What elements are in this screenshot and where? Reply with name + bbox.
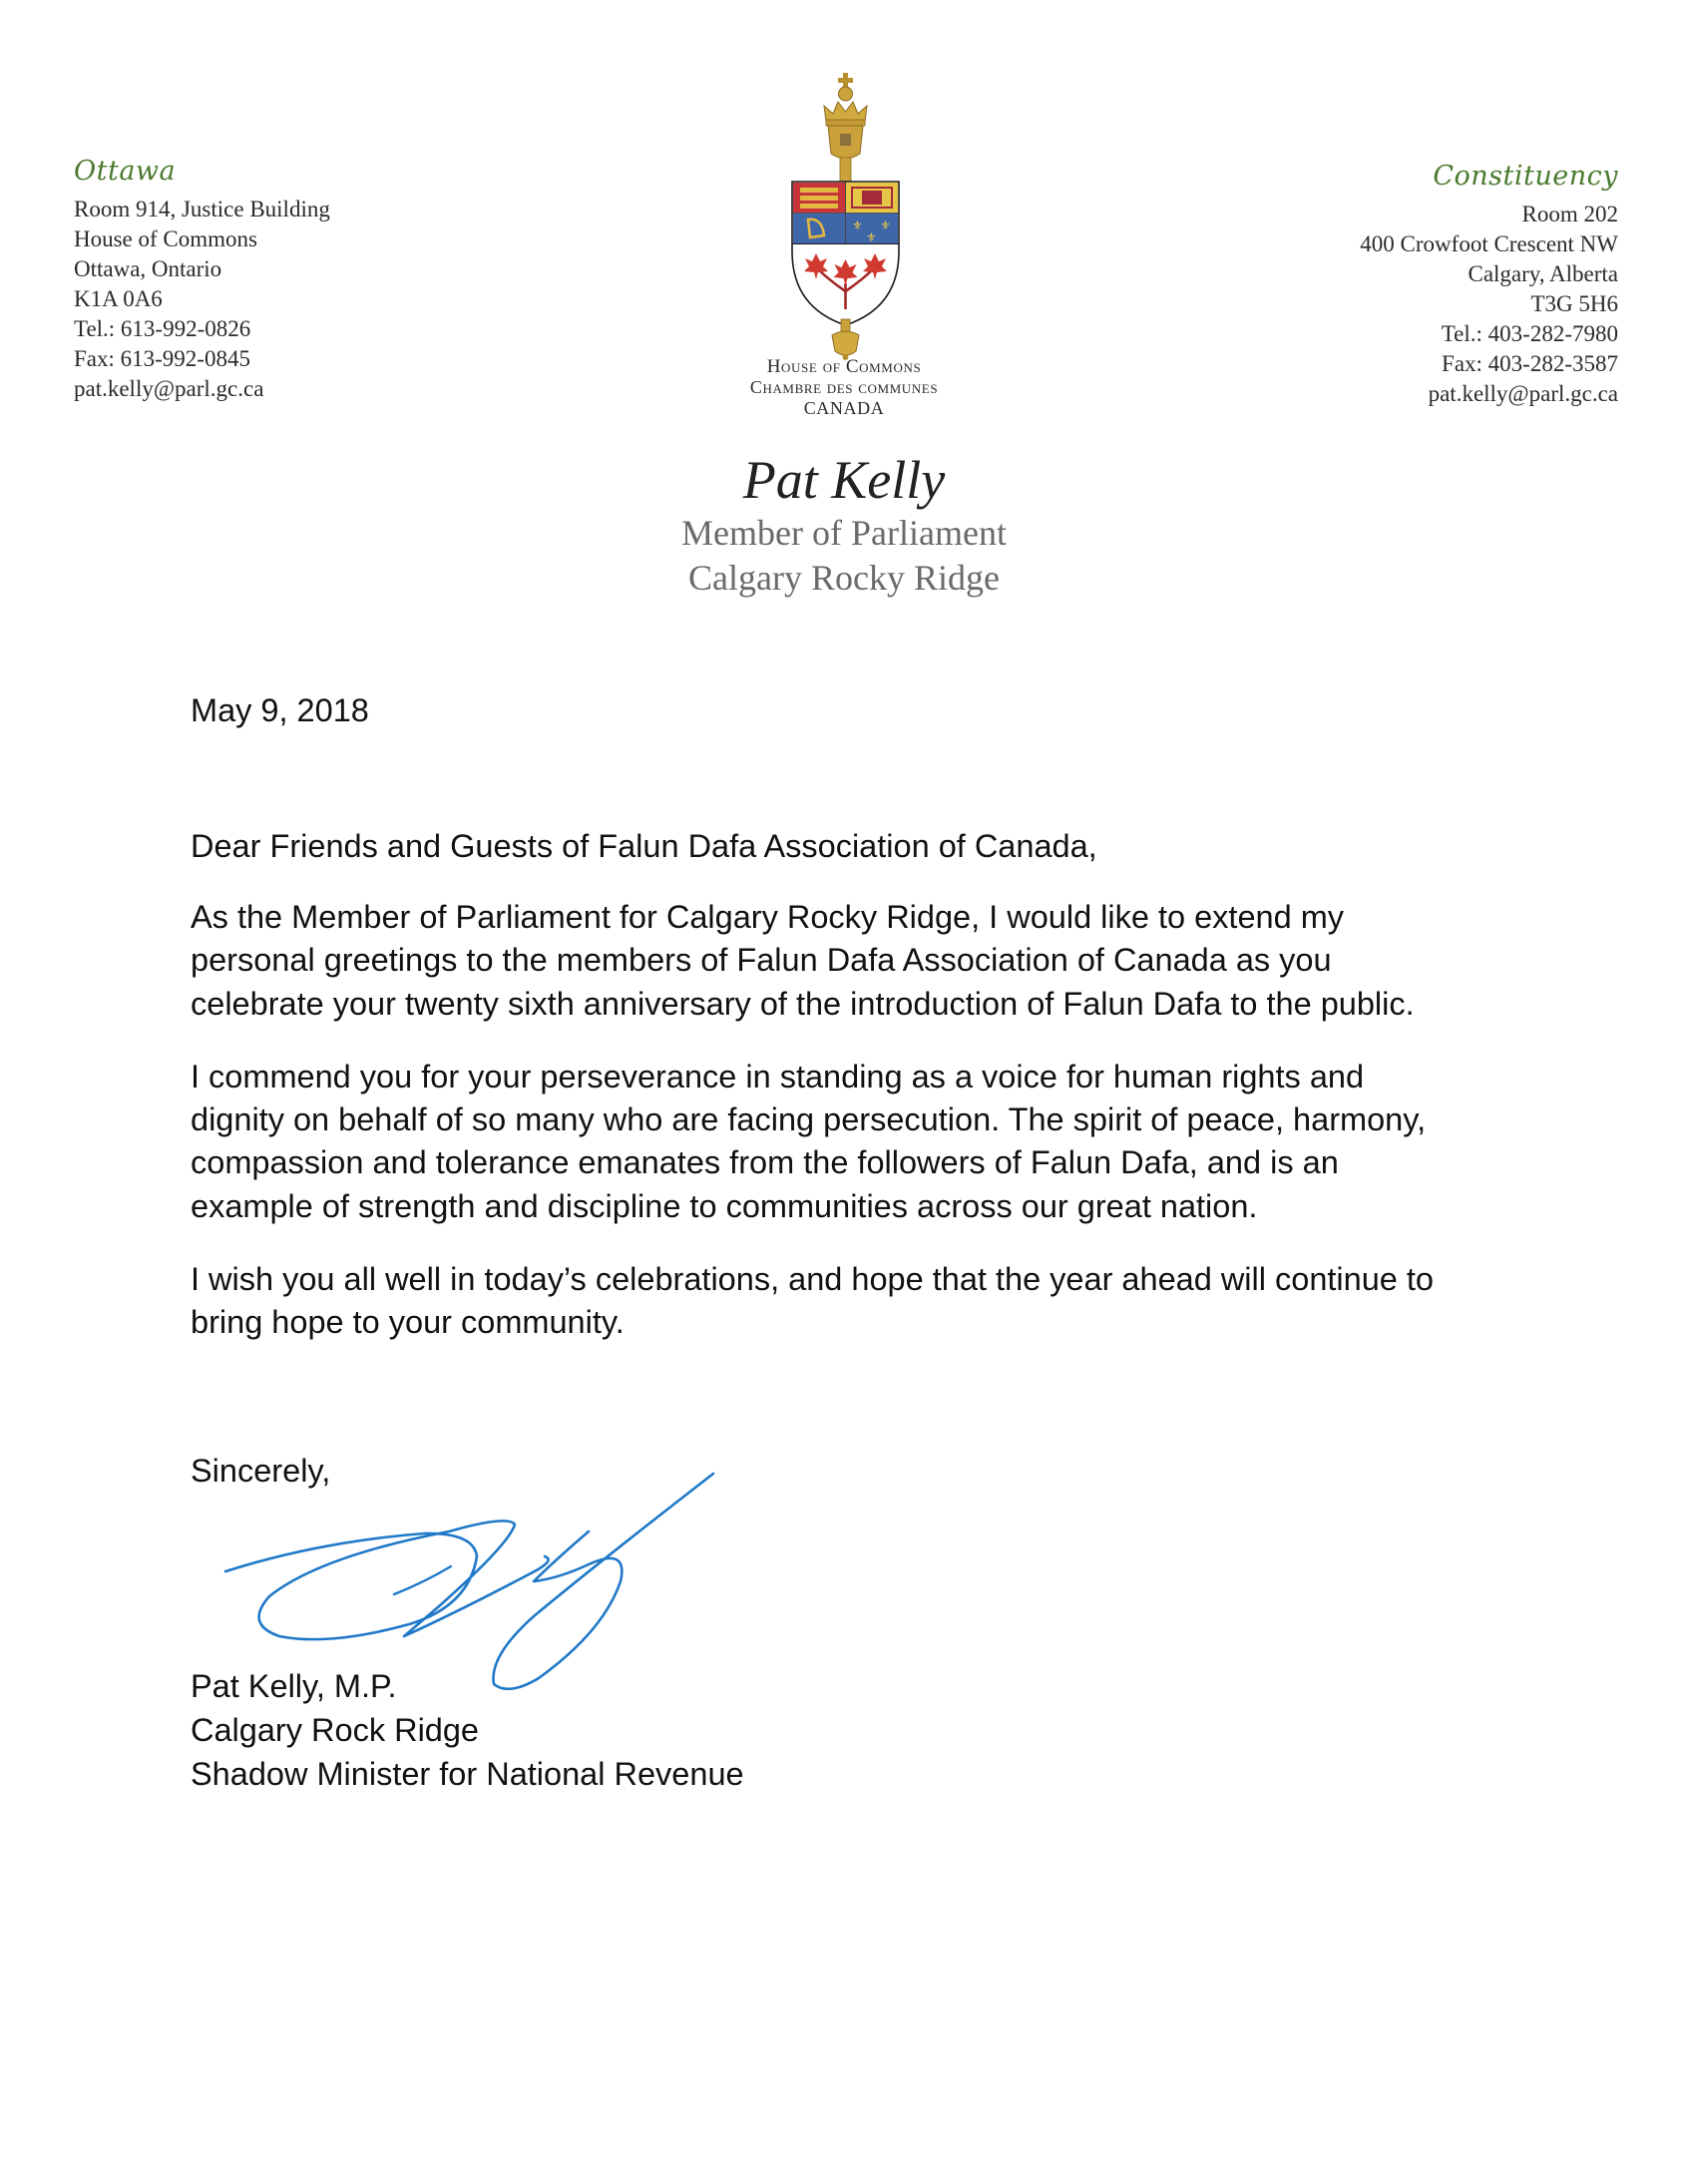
signatory-block (191, 1664, 1517, 1796)
paragraph-1-line-1: As the Member of Parliament for Calgary Rocky Ridge, I would like to extend my (191, 899, 1345, 935)
constituency-office-address (1360, 160, 1618, 409)
member-title: Member of Parliament (681, 513, 1007, 553)
house-of-commons-crest-icon (788, 70, 903, 361)
ottawa-office-heading: Ottawa (74, 156, 177, 187)
ottawa-address-line-city: Ottawa, Ontario (74, 256, 222, 281)
paragraph-2-line-4: example of strength and discipline to communities across our great nation. (191, 1187, 1258, 1224)
constituency-address-line-room: Room 202 (1521, 202, 1618, 226)
constituency-phone: Tel.: 403-282-7980 (1441, 321, 1618, 346)
shield-icon (792, 182, 899, 325)
ottawa-address-line-postal: K1A 0A6 (74, 286, 163, 311)
ottawa-office-address (74, 155, 330, 404)
paragraph-2 (191, 1056, 1517, 1228)
member-riding: Calgary Rocky Ridge (688, 558, 1000, 598)
chambre-des-communes-text: Chambre des communes (749, 377, 939, 397)
paragraph-3-line-1: I wish you all well in today’s celebrations, and hope that the year ahead will continue to (191, 1261, 1434, 1298)
paragraph-1 (191, 896, 1517, 1026)
ottawa-fax: Fax: 613-992-0845 (74, 346, 250, 371)
paragraph-1-line-2: personal greetings to the members of Falun Dafa Association of Canada as you (191, 942, 1332, 979)
constituency-email: pat.kelly@parl.gc.ca (1428, 381, 1618, 406)
member-block (545, 449, 1143, 601)
member-name: Pat Kelly (742, 450, 946, 510)
constituency-fax: Fax: 403-282-3587 (1442, 351, 1618, 376)
letter-salutation: Dear Friends and Guests of Falun Dafa Association of Canada, (191, 828, 1097, 864)
letter-date: May 9, 2018 (191, 692, 369, 728)
signatory-riding: Calgary Rock Ridge (191, 1712, 480, 1748)
svg-text:⚜: ⚜ (866, 230, 877, 244)
constituency-office-heading: Constituency (1433, 161, 1618, 192)
constituency-address-line-city: Calgary, Alberta (1468, 261, 1618, 286)
ottawa-email: pat.kelly@parl.gc.ca (74, 376, 264, 401)
svg-text:⚜: ⚜ (852, 218, 863, 232)
paragraph-1-line-3: celebrate your twenty sixth anniversary of the introduction of Falun Dafa to the public. (191, 985, 1415, 1022)
paragraph-3 (191, 1258, 1517, 1345)
constituency-address-line-street: 400 Crowfoot Crescent NW (1360, 231, 1618, 256)
house-of-commons-text: House of Commons (766, 356, 922, 377)
paragraph-3-line-2: bring hope to your community. (191, 1304, 625, 1341)
signatory-role: Shadow Minister for National Revenue (191, 1756, 744, 1792)
canada-text: CANADA (803, 398, 885, 418)
svg-text:⚜: ⚜ (880, 218, 891, 232)
letter-body (191, 896, 1517, 1375)
letter-closing: Sincerely, (191, 1453, 331, 1489)
ottawa-phone: Tel.: 613-992-0826 (74, 316, 251, 341)
crown-icon (824, 102, 867, 126)
paragraph-2-line-3: compassion and tolerance emanates from the followers of Falun Dafa, and is an (191, 1144, 1339, 1181)
mace-shaft-upper (840, 158, 851, 182)
house-of-commons-label (644, 356, 1044, 419)
constituency-address-line-postal: T3G 5H6 (1530, 291, 1618, 316)
ottawa-address-line-room: Room 914, Justice Building (74, 197, 330, 221)
signatory-name: Pat Kelly, M.P. (191, 1668, 397, 1704)
paragraph-2-line-1: I commend you for your perseverance in standing as a voice for human rights and (191, 1058, 1365, 1094)
mace-finial-icon (832, 319, 859, 360)
paragraph-2-line-2: dignity on behalf of so many who are facing persecution. The spirit of peace, harmony, (191, 1101, 1427, 1138)
orb-icon (839, 87, 853, 101)
ottawa-address-line-building: House of Commons (74, 226, 257, 251)
